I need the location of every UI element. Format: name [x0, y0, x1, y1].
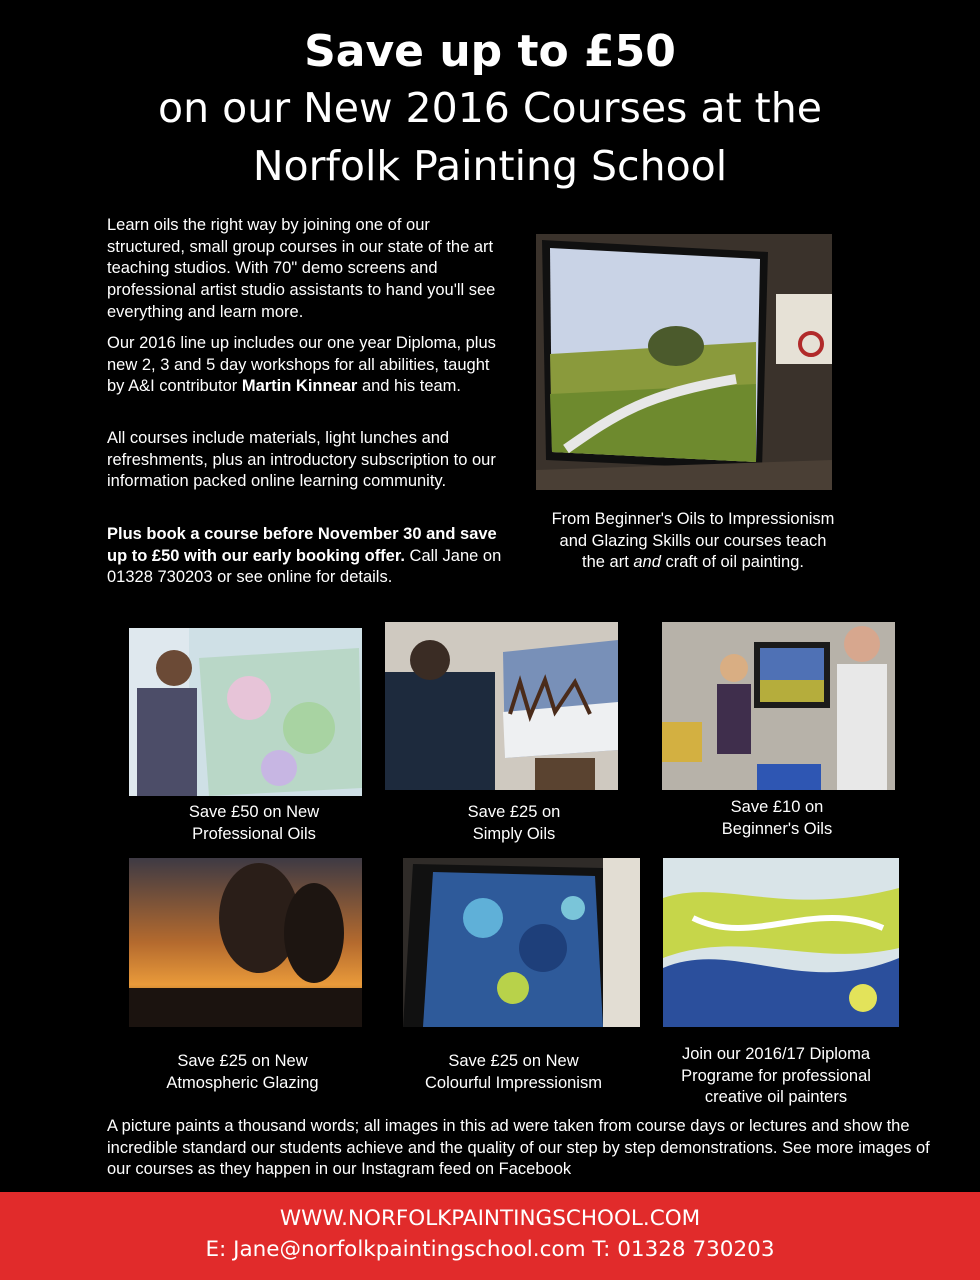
- headline-school: Norfolk Painting School: [252, 142, 728, 190]
- photo-beginners-oils: [662, 622, 895, 790]
- photo-simply-oils: [385, 622, 618, 790]
- photo-diploma: [663, 858, 899, 1027]
- photo-colourful-impressionism: [403, 858, 640, 1027]
- photo-professional-oils: [129, 628, 362, 796]
- course-caption-1: Save £50 on New Professional Oils: [188, 803, 320, 843]
- hero-photo-easel-landscape: [536, 234, 832, 490]
- intro-paragraph-2: Our 2016 line up includes our one year Diploma, plus new 2, 3 and 5 day workshops for all abilities, taught by A&I contributor Martin Kinnear and his team.: [107, 334, 496, 396]
- course-caption-4: Save £25 on New Atmospheric Glazing: [166, 1052, 319, 1092]
- course-caption-6: Join our 2016/17 Diploma Programe for professional creative oil painters: [681, 1045, 871, 1107]
- photo-atmospheric-glazing: [129, 858, 362, 1027]
- tutor-name: Martin Kinnear: [241, 377, 358, 396]
- course-caption-3: Save £10 on Beginner's Oils: [721, 798, 833, 838]
- headline-courses: on our New 2016 Courses at the: [158, 84, 822, 132]
- hero-caption: From Beginner's Oils to Impressionism and Glazing Skills our courses teach the art and craft of oil painting.: [551, 510, 835, 572]
- website-link[interactable]: WWW.NORFOLKPAINTINGSCHOOL.COM: [279, 1206, 701, 1231]
- intro-paragraph-1: Learn oils the right way by joining one of our structured, small group courses in our state of the art teaching studios. With 70" demo screens and professional artist studio assistants to hand you'll see everything and learn more.: [107, 216, 496, 321]
- intro-paragraph-3: All courses include materials, light lunches and refreshments, plus an introductory subscription to our information packed online learning community.: [107, 429, 496, 491]
- early-booking-offer: Plus book a course before November 30 and save up to £50 with our early booking offer.: [107, 525, 497, 565]
- headline-save: Save up to £50: [304, 26, 676, 77]
- intro-paragraph-4: Plus book a course before November 30 and save up to £50 with our early booking offer. Call Jane on 01328 730203 or see online for details.: [107, 525, 502, 587]
- footer-banner: [0, 1192, 980, 1280]
- course-caption-5: Save £25 on New Colourful Impressionism: [425, 1052, 602, 1092]
- course-caption-2: Save £25 on Simply Oils: [467, 803, 561, 843]
- contact-details[interactable]: E: Jane@norfolkpaintingschool.com T: 01328 730203: [205, 1237, 775, 1262]
- footnote: A picture paints a thousand words; all images in this ad were taken from course days or lectures and show the incredible standard our students achieve and the quality of our step by step demonstrations. See more images of our courses as they happen in our Instagram feed on Facebook: [107, 1117, 930, 1179]
